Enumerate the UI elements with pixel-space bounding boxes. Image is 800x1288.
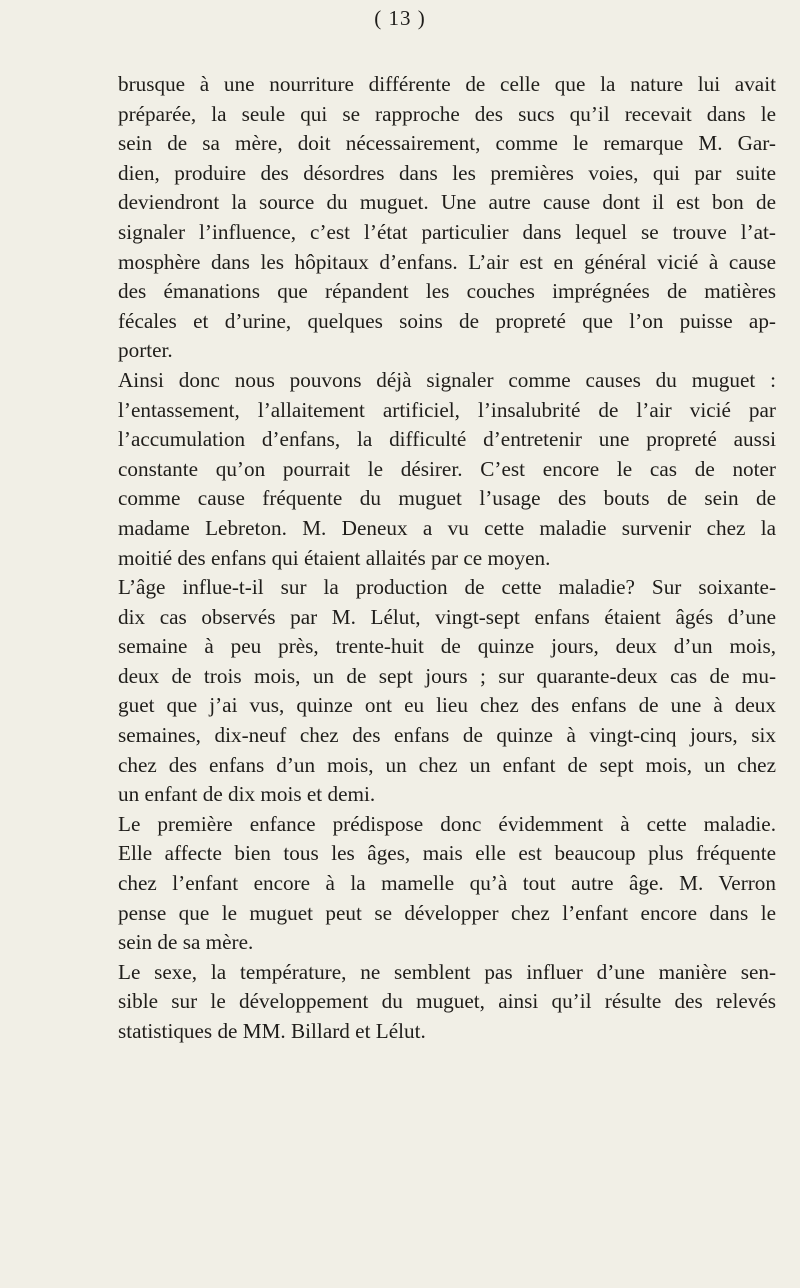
- paragraph-4: [118, 810, 776, 958]
- text-line: comme cause fréquente du muguet l’usage des bouts de sein de: [118, 486, 776, 511]
- text-line: deux de trois mois, un de sept jours ; sur quarante-deux cas de mu-: [118, 663, 776, 688]
- text-line: signaler l’influence, c’est l’état particulier dans lequel se trouve l’at-: [118, 219, 776, 244]
- text-line: sein de sa mère.: [118, 930, 254, 955]
- text-line: semaines, dix-neuf chez des enfans de quinze à vingt-cinq jours, six: [118, 723, 776, 748]
- page-number: ( 13 ): [374, 6, 426, 30]
- paragraph-2: [118, 366, 776, 573]
- text-line: porter.: [118, 338, 173, 363]
- text-line: un enfant de dix mois et demi.: [118, 782, 376, 807]
- text-line: mosphère dans les hôpitaux d’enfans. L’air est en général vicié à cause: [118, 249, 776, 274]
- text-line: sible sur le développement du muguet, ainsi qu’il résulte des relevés: [118, 989, 776, 1014]
- text-line: sein de sa mère, doit nécessairement, comme le remarque M. Gar-: [118, 131, 776, 156]
- body-text: [118, 36, 776, 1047]
- text-line: constante qu’on pourrait le désirer. C’est encore le cas de noter: [118, 456, 776, 481]
- text-line: chez l’enfant encore à la mamelle qu’à tout autre âge. M. Verron: [118, 871, 776, 896]
- paragraph-3: [118, 573, 776, 810]
- text-line: L’âge influe-t-il sur la production de cette maladie? Sur soixante-: [118, 575, 776, 600]
- text-line: fécales et d’urine, quelques soins de propreté que l’on puisse ap-: [118, 308, 776, 333]
- text-line: Elle affecte bien tous les âges, mais elle est beaucoup plus fréquente: [118, 841, 776, 866]
- paragraph-1: [118, 70, 776, 366]
- text-line: guet que j’ai vus, quinze ont eu lieu chez des enfans de une à deux: [118, 693, 776, 718]
- paragraph-5: [118, 958, 776, 1047]
- text-line: deviendront la source du muguet. Une autre cause dont il est bon de: [118, 190, 776, 215]
- text-line: semaine à peu près, trente-huit de quinze jours, deux d’un mois,: [118, 634, 776, 659]
- text-line: chez des enfans d’un mois, un chez un enfant de sept mois, un chez: [118, 752, 776, 777]
- text-line: madame Lebreton. M. Deneux a vu cette maladie survenir chez la: [118, 515, 776, 540]
- text-line: brusque à une nourriture différente de celle que la nature lui avait: [118, 72, 776, 96]
- text-line: dien, produire des désordres dans les premières voies, qui par suite: [118, 160, 776, 185]
- text-line: des émanations que répandent les couches imprégnées de matières: [118, 279, 776, 304]
- text-line: dix cas observés par M. Lélut, vingt-sept enfans étaient âgés d’une: [118, 604, 776, 629]
- text-line: Le sexe, la température, ne semblent pas influer d’une manière sen-: [118, 959, 776, 984]
- text-line: l’entassement, l’allaitement artificiel, l’insalubrité de l’air vicié par: [118, 397, 776, 422]
- text-line: Ainsi donc nous pouvons déjà signaler comme causes du muguet :: [118, 367, 776, 392]
- text-line: l’accumulation d’enfans, la difficulté d’entretenir une propreté aussi: [118, 427, 776, 452]
- text-line: moitié des enfans qui étaient allaités par ce moyen.: [118, 545, 551, 570]
- text-line: préparée, la seule qui se rapproche des sucs qu’il recevait dans le: [118, 101, 776, 126]
- text-line: pense que le muguet peut se développer chez l’enfant encore dans le: [118, 900, 776, 925]
- text-line: statistiques de MM. Billard et Lélut.: [118, 1019, 426, 1043]
- text-line: Le première enfance prédispose donc évidemment à cette maladie.: [118, 811, 776, 836]
